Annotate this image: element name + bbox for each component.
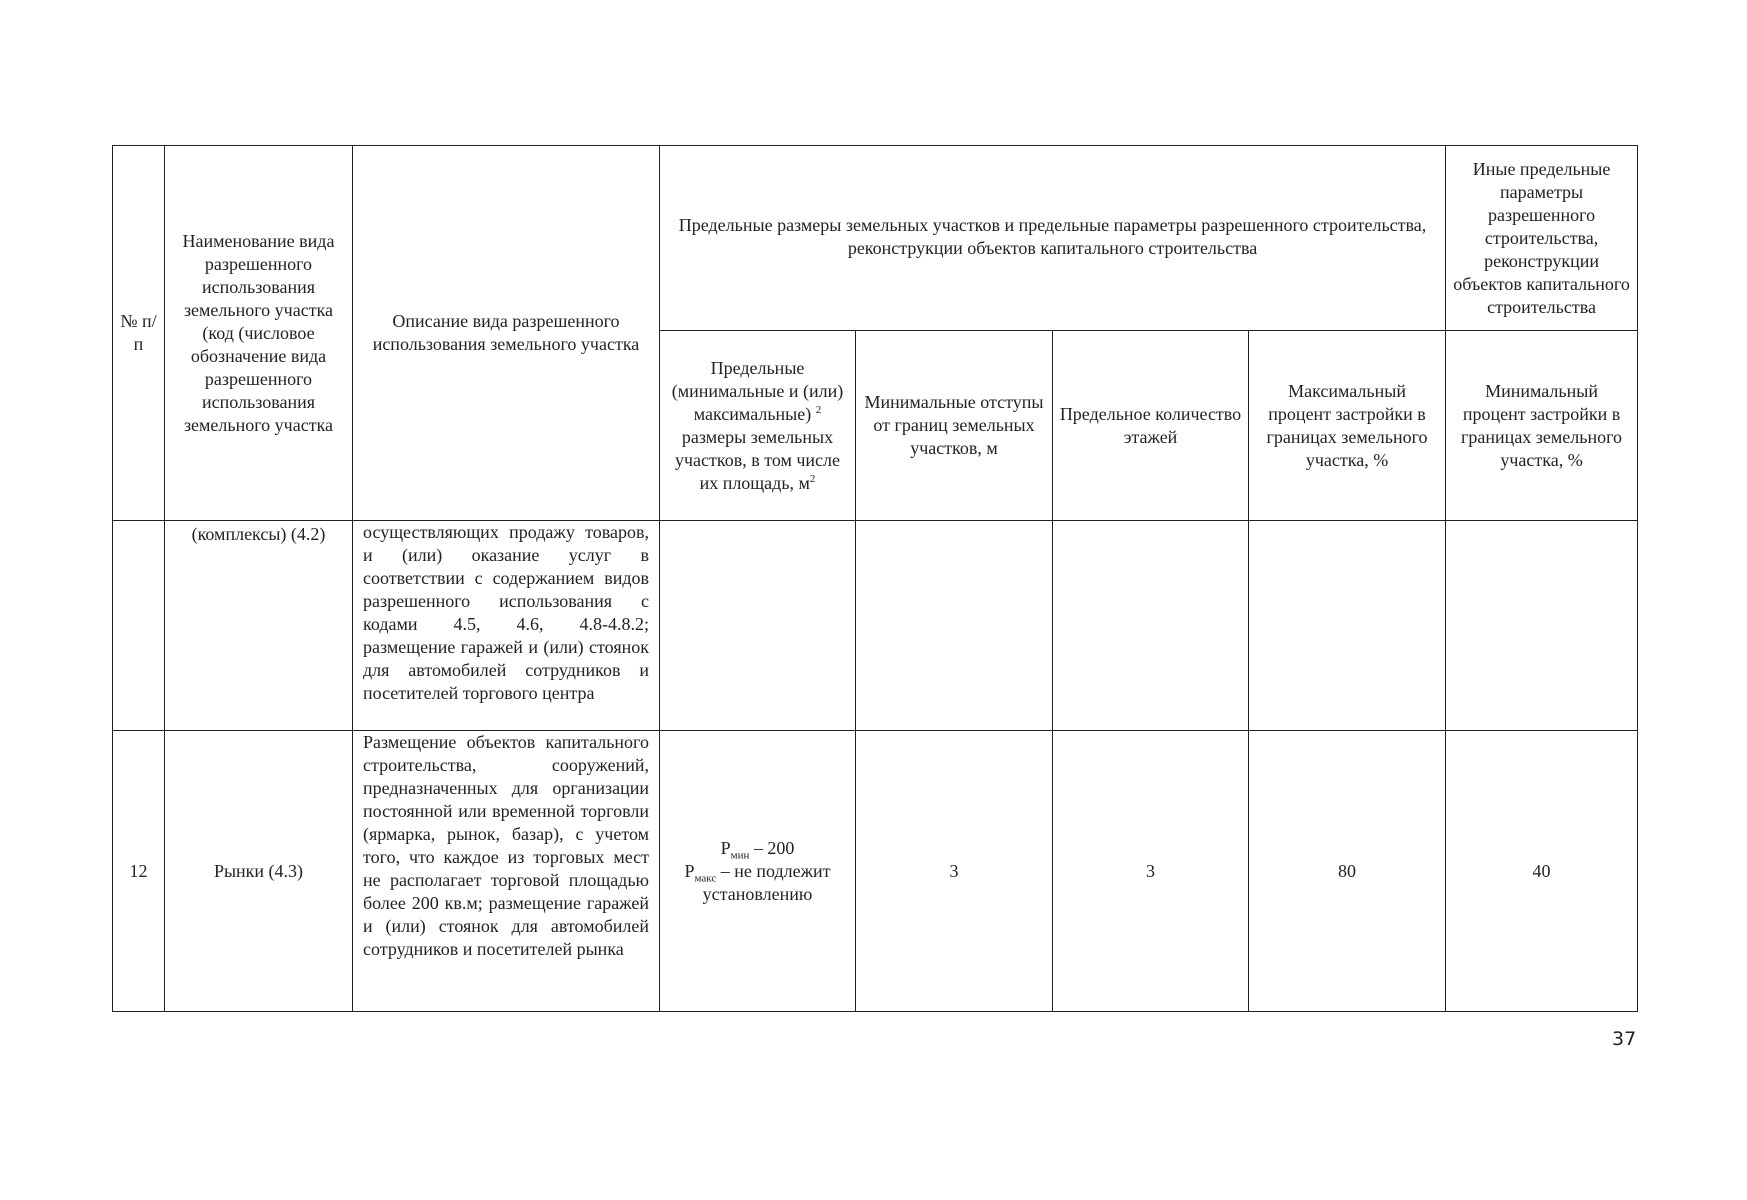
unit-exponent: 2 (809, 472, 816, 485)
header-plot-size-main: Предельные (минимальные и (или) максимальные) (671, 357, 844, 424)
row-num: 12 (113, 731, 165, 1012)
row-min-setback (856, 521, 1053, 731)
table-row (113, 521, 1638, 731)
row-floors: 3 (1053, 731, 1249, 1012)
row-min-build-pct (1446, 521, 1638, 731)
header-num: № п/п (113, 146, 165, 521)
page-number: 37 (1612, 1028, 1637, 1050)
row-max-build-pct (1249, 521, 1446, 731)
row-description: Размещение объектов капитального строительства, сооружений, предназначенных для организации постоянной или временной торговли (ярмарка, рынок, базар), с учетом того, что каждое из торговых мест не располагает торговой площадью более 200 кв.м; размещение гаражей и (или) стоянок для автомобилей сотрудников и посетителей рынка (353, 731, 660, 1012)
header-max-build-pct: Максимальный процент застройки в границах земельного участка, % (1249, 331, 1446, 521)
footnote-ref: 2 (815, 403, 822, 416)
row-description: осуществляющих продажу товаров, и (или) оказание услуг в соответствии с содержанием видов разрешенного использования с кодами 4.5, 4.6, 4.8-4.8.2; размещение гаражей и (или) стоянок для автомобилей сотрудников и посетителей торгового центра (353, 521, 660, 731)
row-min-build-pct: 40 (1446, 731, 1638, 1012)
row-name: Рынки (4.3) (165, 731, 353, 1012)
header-plot-size (660, 331, 856, 521)
header-plot-size-rest: размеры земельных участков, в том числе их площадь, м (674, 426, 841, 493)
row-max-build-pct: 80 (1249, 731, 1446, 1012)
row-name: (комплексы) (4.2) (165, 521, 353, 731)
row-floors (1053, 521, 1249, 731)
header-row-1 (113, 146, 1638, 331)
regulations-table (112, 145, 1638, 1012)
header-description: Описание вида разрешенного использования земельного участка (353, 146, 660, 521)
plot-size-min: $P_{мин} - 200$ (720, 837, 795, 862)
header-limits-group: Предельные размеры земельных участков и предельные параметры разрешенного строительства, реконструкции объектов капитального строительства (660, 146, 1446, 331)
header-name: Наименование вида разрешенного использования земельного участка (код (числовое обозначение вида разрешенного использования земельного участка (165, 146, 353, 521)
header-other-group: Иные предельные параметры разрешенного строительства, реконструкции объектов капитального строительства (1446, 146, 1638, 331)
table-row (113, 731, 1638, 1012)
row-num (113, 521, 165, 731)
row-min-setback: 3 (856, 731, 1053, 1012)
header-min-build-pct: Минимальный процент застройки в границах земельного участка, % (1446, 331, 1638, 521)
row-plot-size (660, 521, 856, 731)
header-min-setback: Минимальные отступы от границ земельных участков, м (856, 331, 1053, 521)
plot-size-max: $P_{макс}$ – не подлежит установлению (684, 860, 831, 904)
row-plot-size (660, 731, 856, 1012)
header-floors: Предельное количество этажей (1053, 331, 1249, 521)
